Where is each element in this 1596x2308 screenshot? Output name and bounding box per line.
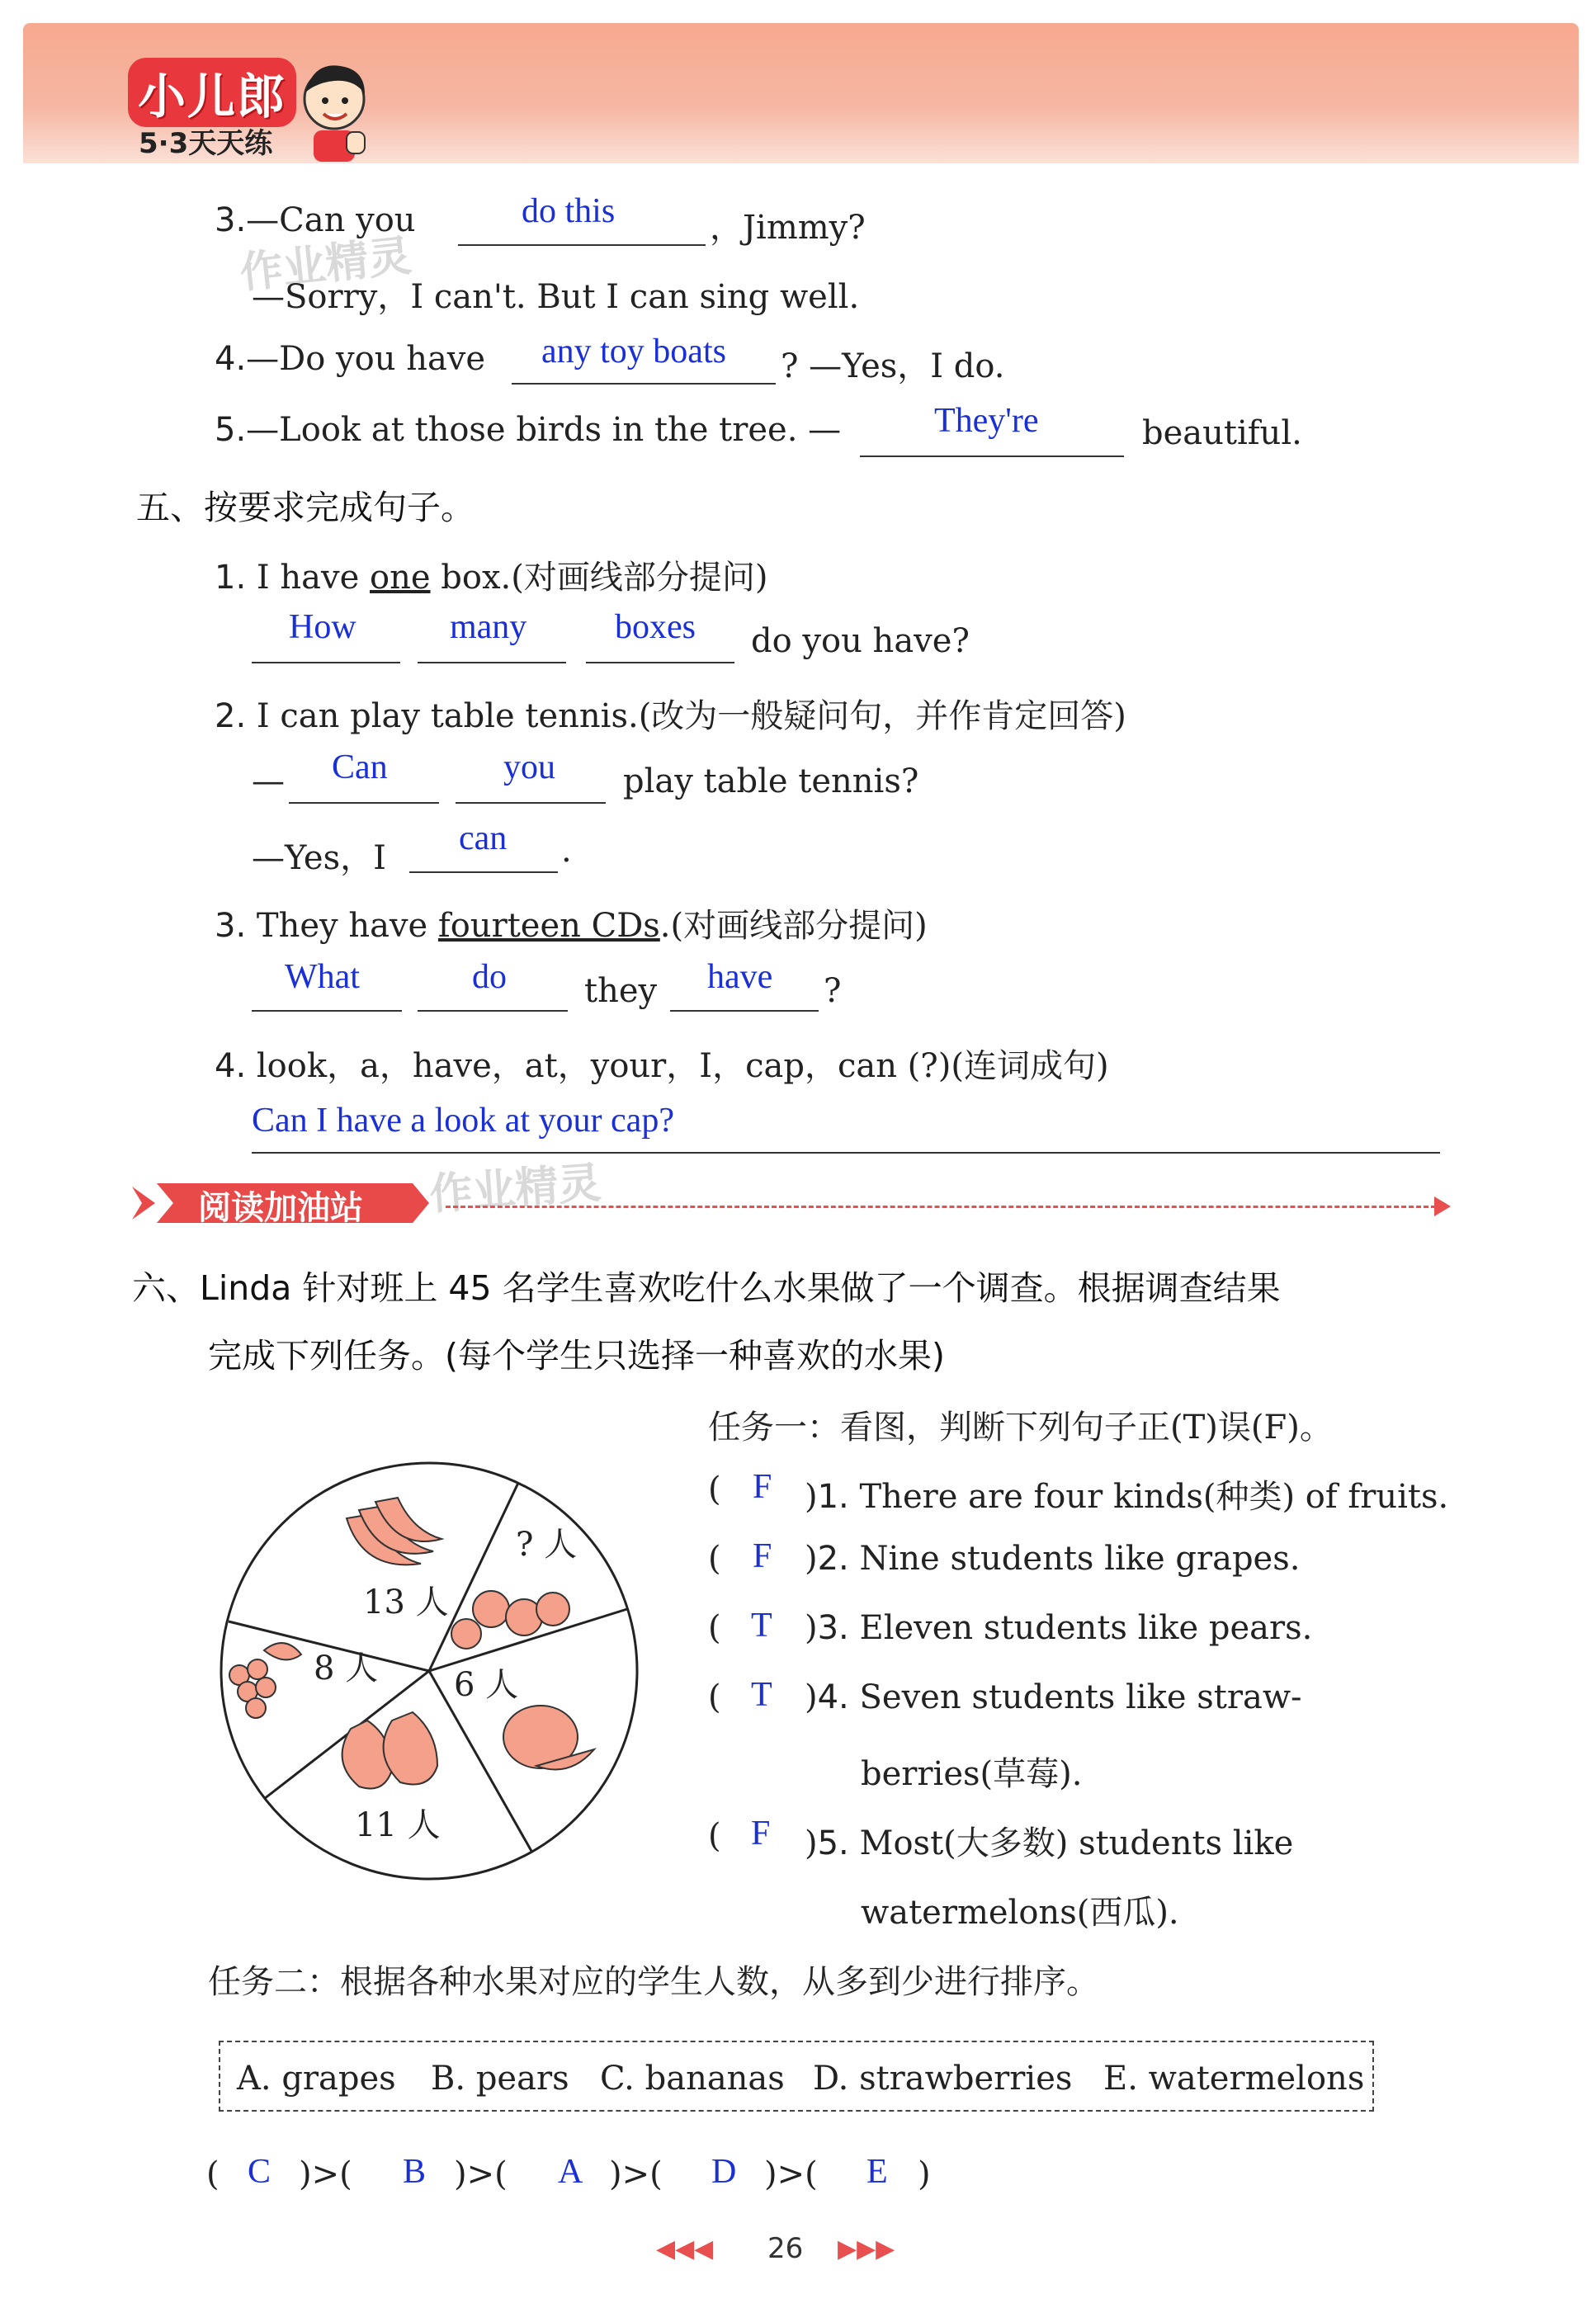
tf-item-1-text: )1. There are four kinds(种类) of fruits. [805,1478,1449,1516]
nav-left-icon: ◀◀◀ [656,2235,714,2263]
answer-text: do [472,958,507,996]
watermark: 作业精灵 [427,1158,603,1220]
p5-q2: 2. I can play table tennis.(改为一般疑问句，并作肯定回答) [215,697,1126,735]
dash: — [252,762,285,800]
answer-text: any toy boats [541,333,726,371]
order-answer: C [248,2153,272,2191]
p5-q3-mid: they [584,972,658,1010]
answer-text: Can [332,748,388,786]
tf-answer: T [751,1607,772,1645]
pie-label-grapes: 8 人 [314,1650,379,1687]
p5-q2-reply: —Yes，I [252,839,386,877]
q4-line-end: ? —Yes，I do. [781,347,1005,385]
order-answer: B [403,2153,427,2191]
q5-line-end: beautiful. [1142,414,1302,452]
order-sep: )>( [764,2155,818,2193]
answer-text: do this [522,192,616,230]
answer-text: How [289,608,357,646]
order-sep: )>( [299,2155,352,2193]
tf-answer: F [753,1468,772,1506]
answer-text: you [503,748,555,786]
watermark: 作业精灵 [238,231,414,299]
q5-line: 5.—Look at those birds in the tree. — [215,411,842,449]
mascot-icon [289,58,380,165]
q3-line1: 3.—Can you [215,201,416,239]
tf-answer: F [751,1815,771,1853]
p5-q2-tail: play table tennis? [623,762,919,800]
tf-item-4-text: )4. Seven students like straw- [805,1678,1302,1716]
tf-item-3-text: )3. Eleven students like pears. [805,1609,1313,1647]
section-title-cont: 完成下列任务。(每个学生只选择一种喜欢的水果) [208,1336,945,1376]
q3-line2: —Sorry，I can't. But I can sing well. [252,278,860,316]
period: . [561,832,572,870]
section-title: 五、按要求完成句子。 [136,488,475,527]
tf-item-5-text: )5. Most(大多数) students like [805,1824,1294,1862]
pie-label-bananas: 13 人 [363,1584,449,1621]
tf-item-1: ( [708,1470,721,1508]
answer-text: They're [934,402,1039,440]
option: B. pears [431,2060,569,2098]
p5-q1: 1. I have one box.(对画线部分提问) [215,559,768,597]
tf-item-3: ( [708,1609,721,1647]
nav-right-icon: ▶▶▶ [838,2235,895,2263]
option: C. bananas [600,2060,785,2098]
brand-logo: 小儿郎 [128,58,296,127]
tf-item-5-text2: watermelons(西瓜). [861,1894,1179,1932]
tf-item-2: ( [708,1540,721,1578]
divider [446,1206,1436,1208]
p5-q1-tail: do you have? [751,622,970,660]
pie-label-strawberries: ? 人 [516,1526,578,1564]
order-paren: ( [206,2155,220,2193]
pie-label-pears: 11 人 [355,1806,441,1844]
order-sep: )>( [609,2155,663,2193]
answer-text: many [450,608,527,646]
task1-title: 任务一：看图，判断下列句子正(T)误(F)。 [708,1409,1333,1447]
q4-line: 4.—Do you have [215,340,486,378]
answer-text: What [285,958,360,996]
tf-answer: T [751,1676,772,1714]
p5-q4: 4. look，a，have，at，your，I，cap，can (?)(连词成句) [215,1047,1109,1085]
tf-item-4-text2: berries(草莓). [861,1755,1083,1793]
tf-item-4: ( [708,1678,721,1716]
brand-series: 5·3天天练 [139,127,273,160]
p5-q3: 3. They have fourteen CDs.(对画线部分提问) [215,907,928,945]
pie-label-watermelons: 6 人 [454,1666,519,1704]
arrow-right-icon [1434,1196,1451,1216]
order-sep: )>( [454,2155,508,2193]
option: A. grapes [237,2060,396,2098]
q3-line1-end: ，Jimmy? [710,209,866,247]
answer-text: can [459,819,508,857]
reading-banner-label: 阅读加油站 [198,1189,363,1227]
order-answer: A [558,2153,583,2191]
tf-item-5: ( [708,1817,721,1855]
question-mark: ? [824,972,842,1010]
task2-title: 任务二：根据各种水果对应的学生人数，从多到少进行排序。 [208,1963,1099,2001]
answer-text: boxes [615,608,696,646]
option: E. watermelons [1103,2060,1365,2098]
order-answer: E [866,2153,888,2191]
tf-answer: F [753,1537,772,1575]
pie-chart [206,1448,652,1894]
answer-text: Can I have a look at your cap? [252,1102,674,1140]
answer-text: have [707,958,773,996]
order-answer: D [711,2153,737,2191]
order-paren: ) [918,2155,931,2193]
option: D. strawberries [813,2060,1073,2098]
page-number: 26 [767,2232,804,2265]
tf-item-2-text: )2. Nine students like grapes. [805,1540,1301,1578]
section-title: 六、Linda 针对班上 45 名学生喜欢吃什么水果做了一个调查。根据调查结果 [132,1268,1281,1308]
